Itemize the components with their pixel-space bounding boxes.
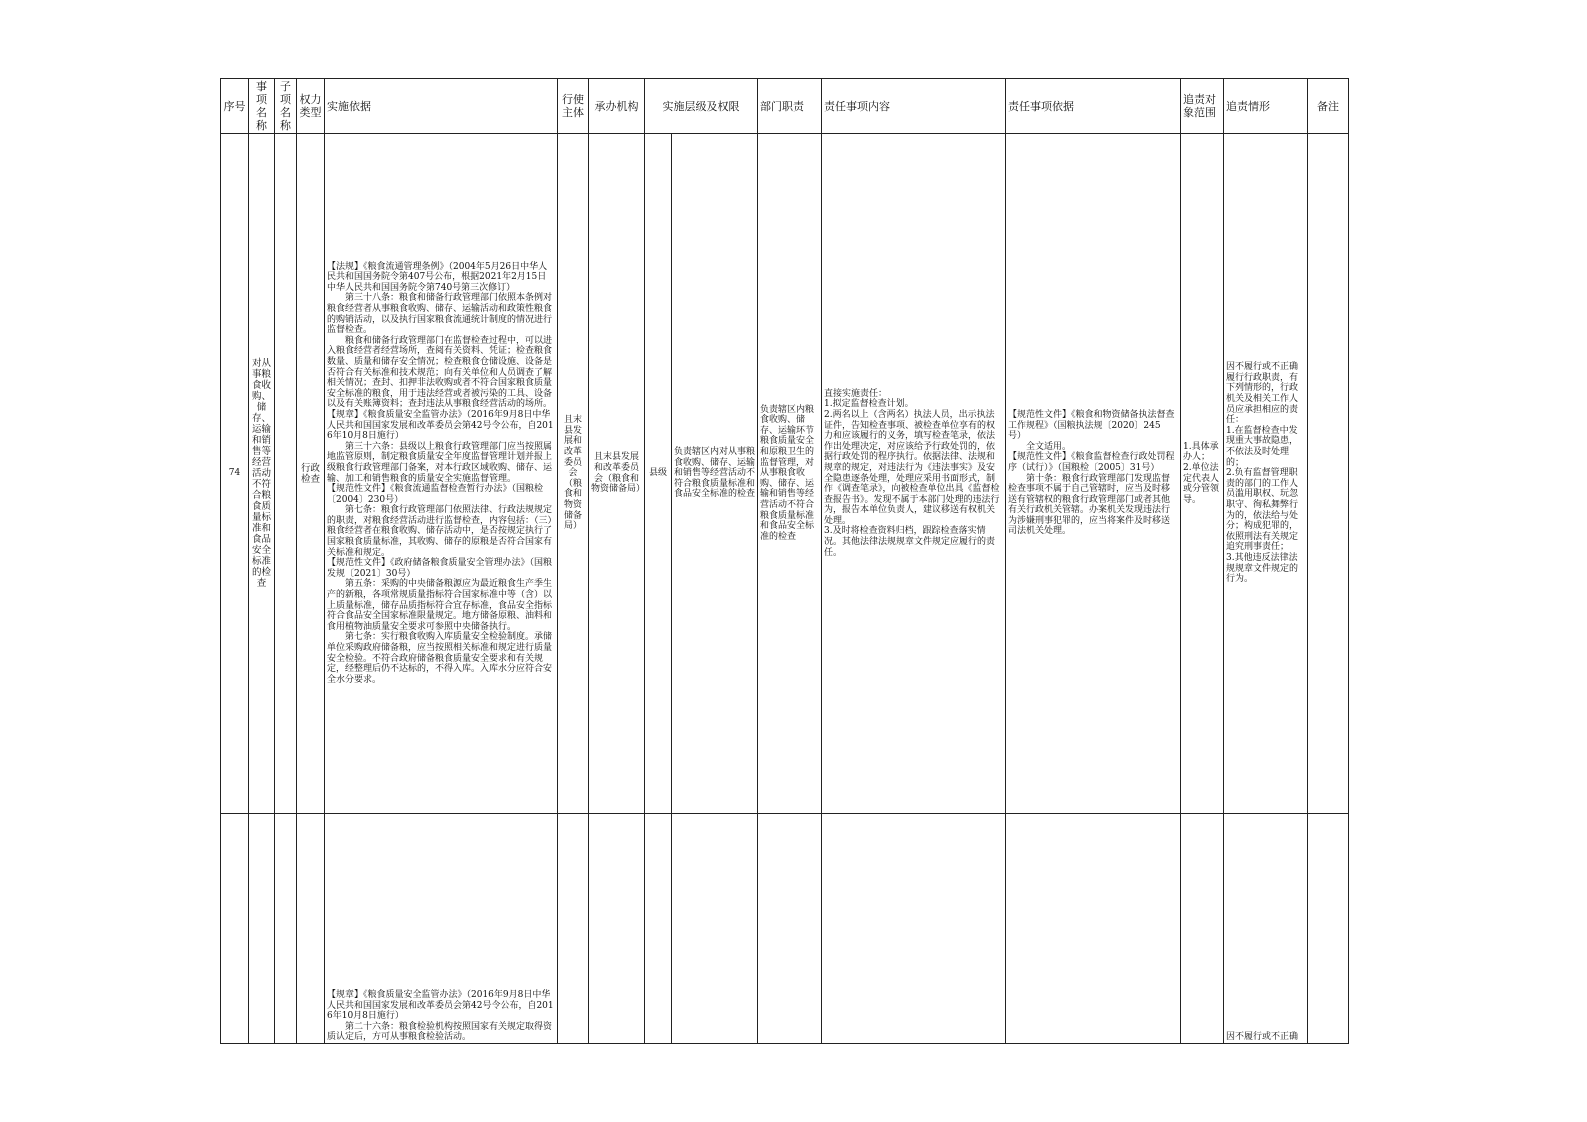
header-subject: 行使主体 [558, 79, 589, 134]
cell-duty: 负责辖区内粮食收购、储存、运输环节粮食质量安全和原粮卫生的监督管理，对从事粮食收购、储存、运输和销售等经营活动不符合粮食质量标准和食品安全标准的检查 [758, 134, 822, 814]
header-item-name: 事项名称 [249, 79, 275, 134]
header-basis: 实施依据 [325, 79, 558, 134]
header-remark: 备注 [1308, 79, 1349, 134]
cell-level-name [645, 814, 672, 1044]
cell-sub-item [275, 134, 297, 814]
cell-agency: 且末县发展和改革委员会（粮食和物资储备局） [589, 134, 645, 814]
header-sub-item: 子项名称 [275, 79, 297, 134]
header-situation: 追责情形 [1224, 79, 1308, 134]
responsibility-table [220, 78, 1349, 1044]
header-scope: 追责对象范围 [1181, 79, 1224, 134]
cell-basis: 【法规】《粮食流通管理条例》（2004年5月26日中华人民共和国国务院令第407号公布，根据2021年2月15日中华人民共和国国务院令第740号第三次修订） 第三十八条：粮食和储备行政管理部门依照本条例对粮食经营者从事粮食收购、储存、运输活动和政策性粮食的购销活动，以及执行国家粮食流通统计制度的情况进行监督检查。 粮食和储备行政管理部门在监督检查过程中，可以进入粮食经营者经营场所，查阅有关资料、凭证；检查粮食数量、质量和储存安全情况；检查粮食仓储设施、设备是否符合有关标准和技术规范；向有关单位和人员调查了解相关情况；查封、扣押非法收购或者不符合国家粮食质量安全标准的粮食，用于违法经营或者被污染的工具、设备以及有关账簿资料；查封违法从事粮食经营活动的场所。 【规章】《粮食质量安全监管办法》（2016年9月8日中华人民共和国国家发展和改革委员会第42号令公布，自2016年10月8日施行） 第三十六条：县级以上粮食行政管理部门应当按照属地监管原则，制定粮食质量安全年度监督管理计划并报上级粮食行政管理部门备案，对本行政区域收购、储存、运输、加工和销售粮食的质量安全实施监督管理。 【规范性文件】《粮食流通监督检查暂行办法》（国粮检〔2004〕230号） 第七条：粮食行政管理部门依照法律、行政法规规定的职责，对粮食经营活动进行监督检查，内容包括：（三）粮食经营者在粮食收购、储存活动中，是否按规定执行了国家粮食质量标准，其收购、储存的原粮是否符合国家有关标准和规定。 【规范性文件】《政府储备粮食质量安全管理办法》（国粮发规〔2021〕30号） 第五条：采购的中央储备粮源应为最近粮食生产季生产的新粮，各项常规质量指标符合国家标准中等（含）以上质量标准，储存品质指标符合宜存标准，食品安全指标符合食品安全国家标准限量规定。地方储备原粮、油料和食用植物油质量安全要求可参照中央储备执行。 第七条：实行粮食收购入库质量安全检验制度。承储单位采购政府储备粮，应当按照相关标准和规定进行质量安全检验。不符合政府储备粮食质量安全要求和有关规定，经整理后仍不达标的，不得入库。入库水分应符合安全水分要求。 [325, 134, 558, 814]
cell-sub-item [275, 814, 297, 1044]
header-resp-basis: 责任事项依据 [1006, 79, 1181, 134]
header-duty: 部门职责 [758, 79, 822, 134]
header-agency: 承办机构 [589, 79, 645, 134]
cell-level-name: 县级 [645, 134, 672, 814]
cell-situation: 因不履行或不正确 [1224, 814, 1308, 1044]
cell-power-type [297, 814, 325, 1044]
cell-duty [758, 814, 822, 1044]
cell-seq [221, 814, 249, 1044]
header-resp-content: 责任事项内容 [822, 79, 1006, 134]
cell-scope: 1.具体承办人； 2.单位法定代表人或分管领导。 [1181, 134, 1224, 814]
header-seq: 序号 [221, 79, 249, 134]
cell-scope [1181, 814, 1224, 1044]
cell-item-name [249, 814, 275, 1044]
cell-seq: 74 [221, 134, 249, 814]
cell-remark [1308, 134, 1349, 814]
cell-power-type: 行政检查 [297, 134, 325, 814]
cell-level-scope: 负责辖区内对从事粮食收购、储存、运输和销售等经营活动不符合粮食质量标准和食品安全标准的检查 [672, 134, 758, 814]
cell-level-scope [672, 814, 758, 1044]
table-row [221, 814, 1349, 1044]
cell-resp-basis: 【规范性文件】《粮食和物资储备执法督查工作规程》（国粮执法规〔2020〕245号） 全文适用。 【规范性文件】《粮食监督检查行政处罚程序（试行）》（国粮检〔2005〕31号） 第十条：粮食行政管理部门发现监督检查事项不属于自己管辖时，应当及时移送有管辖权的粮食行政管理部门或者其他有关行政机关管辖。办案机关发现违法行为涉嫌刑事犯罪的，应当将案件及时移送司法机关处理。 [1006, 134, 1181, 814]
cell-situation: 因不履行或不正确履行行政职责，有下列情形的，行政机关及相关工作人员应承担相应的责任： 1.在监督检查中发现重大事故隐患，不依法及时处理的； 2.负有监督管理职责的部门的工作人员滥用职权、玩忽职守、徇私舞弊行为的，依法给与处分；构成犯罪的，依照刑法有关规定追究刑事责任； 3.其他违反法律法规规章文件规定的行为。 [1224, 134, 1308, 814]
header-power-type: 权力类型 [297, 79, 325, 134]
responsibility-list-table-sheet [220, 78, 1348, 1043]
cell-subject [558, 814, 589, 1044]
cell-item-name: 对从事粮食收购、储存、运输和销售等经营活动不符合粮食质量标准和食品安全标准的检查 [249, 134, 275, 814]
cell-subject: 且末县发展和改革委员会（粮食和物资储备局） [558, 134, 589, 814]
header-row [221, 79, 1349, 134]
cell-agency [589, 814, 645, 1044]
header-level: 实施层级及权限 [645, 79, 758, 134]
cell-resp-content [822, 814, 1006, 1044]
table-row [221, 134, 1349, 814]
cell-remark [1308, 814, 1349, 1044]
cell-resp-content: 直接实施责任： 1.拟定监督检查计划。 2.两名以上（含两名）执法人员，出示执法证件，告知检查事项、被检查单位享有的权力和应该履行的义务，填写检查笔录，依法作出处理决定，对应该给予行政处罚的，依据行政处罚的程序执行。依据法律、法规和规章的规定，对违法行为《违法事实》及安全隐患逐条处理，处理应采用书面形式，制作《调查笔录》，向被检查单位出具《监督检查报告书》。发现不属于本部门处理的违法行为，报告本单位负责人，建议移送有权机关处理。 3.及时将检查资料归档，跟踪检查落实情况。其他法律法规规章文件规定应履行的责任。 [822, 134, 1006, 814]
cell-basis: 【规章】《粮食质量安全监管办法》（2016年9月8日中华人民共和国国家发展和改革委员会第42号令公布，自2016年10月8日施行） 第二十六条：粮食检验机构按照国家有关规定取得资质认定后，方可从事粮食检验活动。 [325, 814, 558, 1044]
cell-resp-basis [1006, 814, 1181, 1044]
